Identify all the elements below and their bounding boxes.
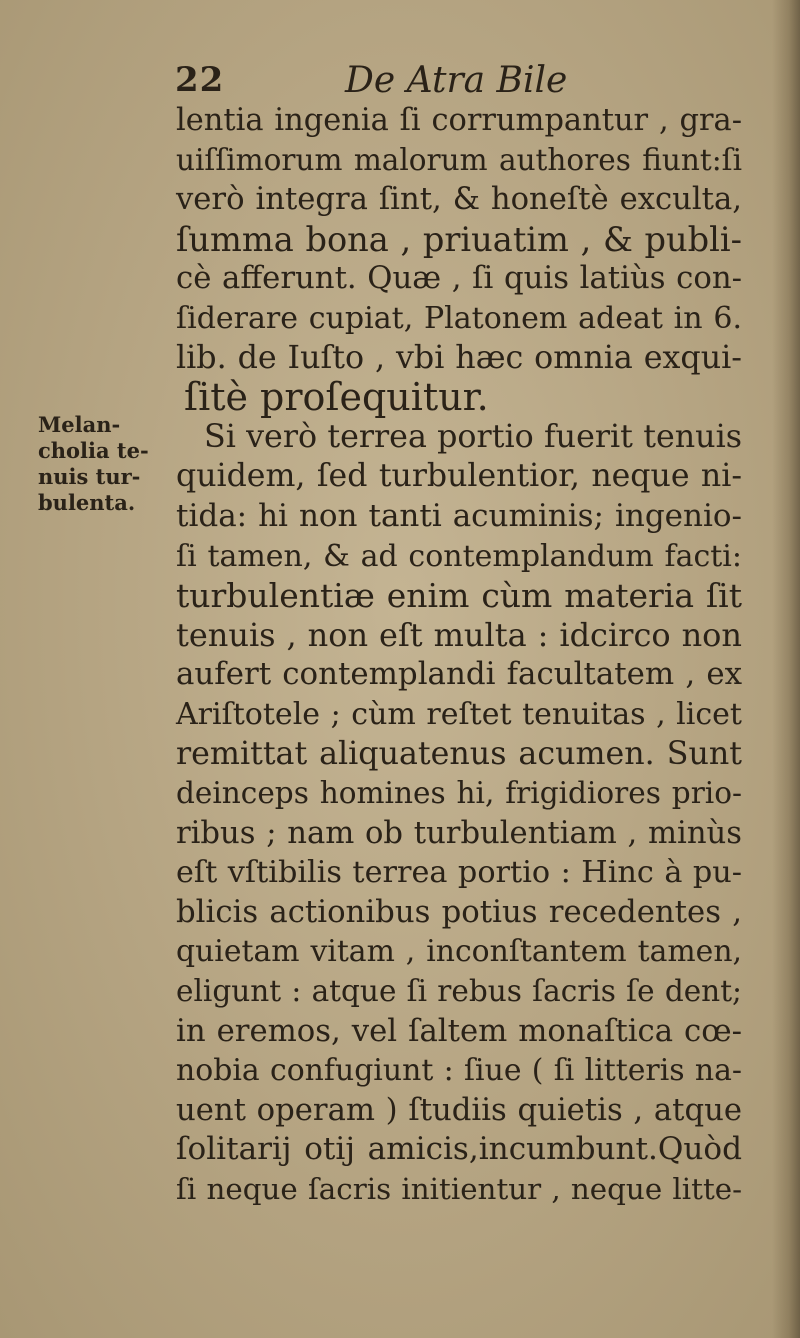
text-line: ſi tamen, & ad contemplandum facti: (176, 538, 742, 574)
margin-note-line: Melan- (38, 412, 121, 437)
text-line: ſiderare cupiat, Platonem adeat in 6. (176, 300, 742, 336)
text-line: blicis actionibus potius recedentes , (176, 893, 742, 930)
margin-note-line: cholia te- (38, 438, 149, 463)
text-line: aufert contemplandi facultatem , ex (176, 656, 742, 693)
text-line: eſt vſtibilis terrea portio : Hinc à pu- (176, 855, 742, 891)
page-header (175, 60, 615, 104)
text-line: Si verò terrea portio fuerit tenuis (204, 418, 742, 455)
text-line: tida: hi non tanti acuminis; ingenio- (176, 497, 742, 534)
text-line: tenuis , non eſt multa : idcirco non (176, 615, 742, 654)
text-line: uiſſimorum malorum authores fiunt:ſi (176, 142, 742, 177)
text-line: Ariſtotele ; cùm reſtet tenuitas , licet (176, 696, 742, 732)
text-line: ſumma bona , priuatim , & publi- (176, 219, 742, 259)
text-line: quietam vitam , inconſtantem tamen, (176, 934, 742, 970)
text-line: ſitè proſequitur. (184, 375, 489, 420)
margin-note-line: nuis tur- (38, 464, 141, 489)
text-line: lentia ingenia ſi corrumpantur , gra- (176, 103, 742, 138)
text-line: cè afferunt. Quæ , ſi quis latiùs con- (176, 260, 742, 297)
page-edge-shadow (772, 0, 800, 1338)
text-line: quidem, ſed turbulentior, neque ni- (176, 458, 742, 495)
text-line: ſolitarij otij amicis,incumbunt.Quòd (176, 1131, 742, 1168)
margin-note (38, 412, 168, 516)
text-line: eligunt : atque ſi rebus ſacris ſe dent; (176, 974, 742, 1009)
text-line: in eremos, vel ſaltem monaſtica cœ- (176, 1012, 742, 1049)
text-line: verò integra ſint, & honeſtè exculta, (176, 182, 742, 218)
text-line: nobia confugiunt : ſiue ( ſi litteris na- (176, 1053, 742, 1089)
text-line: deinceps homines hi, frigidiores prio- (176, 776, 742, 811)
margin-note-line: bulenta. (38, 490, 136, 515)
text-line: lib. de Iuſto , vbi hæc omnia exqui- (176, 339, 742, 376)
running-title: De Atra Bile (345, 60, 568, 101)
text-line: uent operam ) ſtudiis quietis , atque (176, 1092, 742, 1128)
text-line: remittat aliquatenus acumen. Sunt (176, 735, 742, 772)
text-line: ribus ; nam ob turbulentiam , minùs (176, 815, 742, 851)
page-number: 22 (175, 60, 225, 100)
text-line: turbulentiæ enim cùm materia ſit (176, 576, 742, 616)
body-text (176, 101, 742, 1210)
text-line: ſi neque ſacris initientur , neque litte- (176, 1172, 742, 1207)
